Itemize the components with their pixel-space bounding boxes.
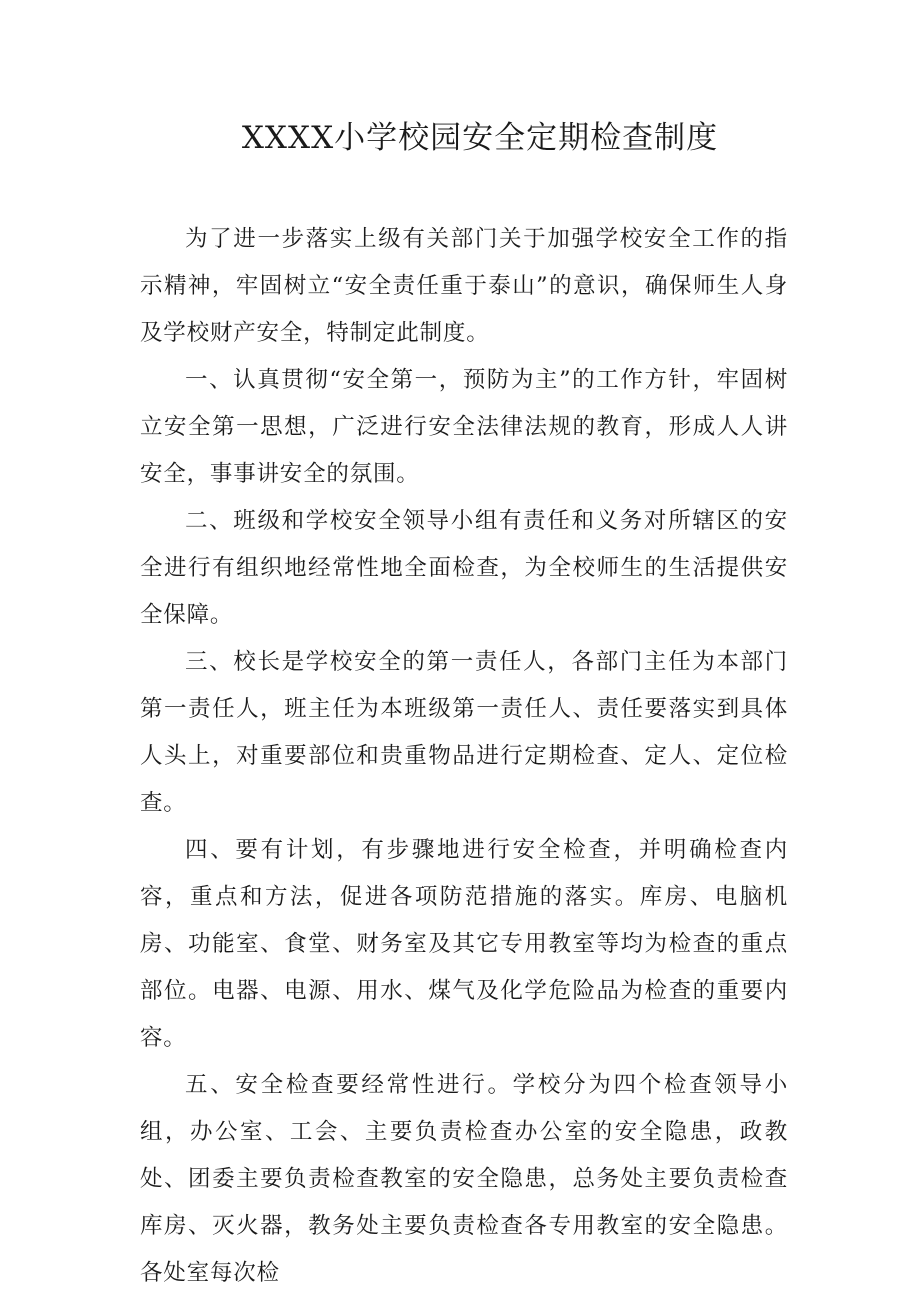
paragraph-item-2: 二、班级和学校安全领导小组有责任和义务对所辖区的安全进行有组织地经常性地全面检查，为全校师生的生活提供安全保障。 (140, 508, 788, 628)
document-title: XXXX小学校园安全定期检查制度 (241, 120, 719, 156)
paragraph-intro: 为了进一步落实上级有关部门关于加强学校安全工作的指示精神，牢固树立“安全责任重于泰山”的意识，确保师生人身及学校财产安全，特制定此制度。 (140, 226, 788, 346)
paragraph-item-1: 一、认真贯彻“安全第一，预防为主”的工作方针，牢固树立安全第一思想，广泛进行安全法律法规的教育，形成人人讲安全，事事讲安全的氛围。 (140, 367, 788, 487)
paragraph-item-5: 五、安全检查要经常性进行。学校分为四个检查领导小组，办公室、工会、主要负责检查办公室的安全隐患，政教处、团委主要负责检查教室的安全隐患，总务处主要负责检查库房、灭火器，教务处主要负责检查各专用教室的安全隐患。各处室每次检 (140, 1072, 788, 1286)
paragraph-item-4: 四、要有计划，有步骤地进行安全检查，并明确检查内容，重点和方法，促进各项防范措施的落实。库房、电脑机房、功能室、食堂、财务室及其它专用教室等均为检查的重点部位。电器、电源、用水、煤气及化学危险品为检查的重要内容。 (140, 837, 788, 1051)
paragraph-item-3: 三、校长是学校安全的第一责任人，各部门主任为本部门第一责任人，班主任为本班级第一责任人、责任要落实到具体人头上，对重要部位和贵重物品进行定期检查、定人、定位检查。 (140, 649, 788, 816)
document-body (140, 216, 788, 1297)
